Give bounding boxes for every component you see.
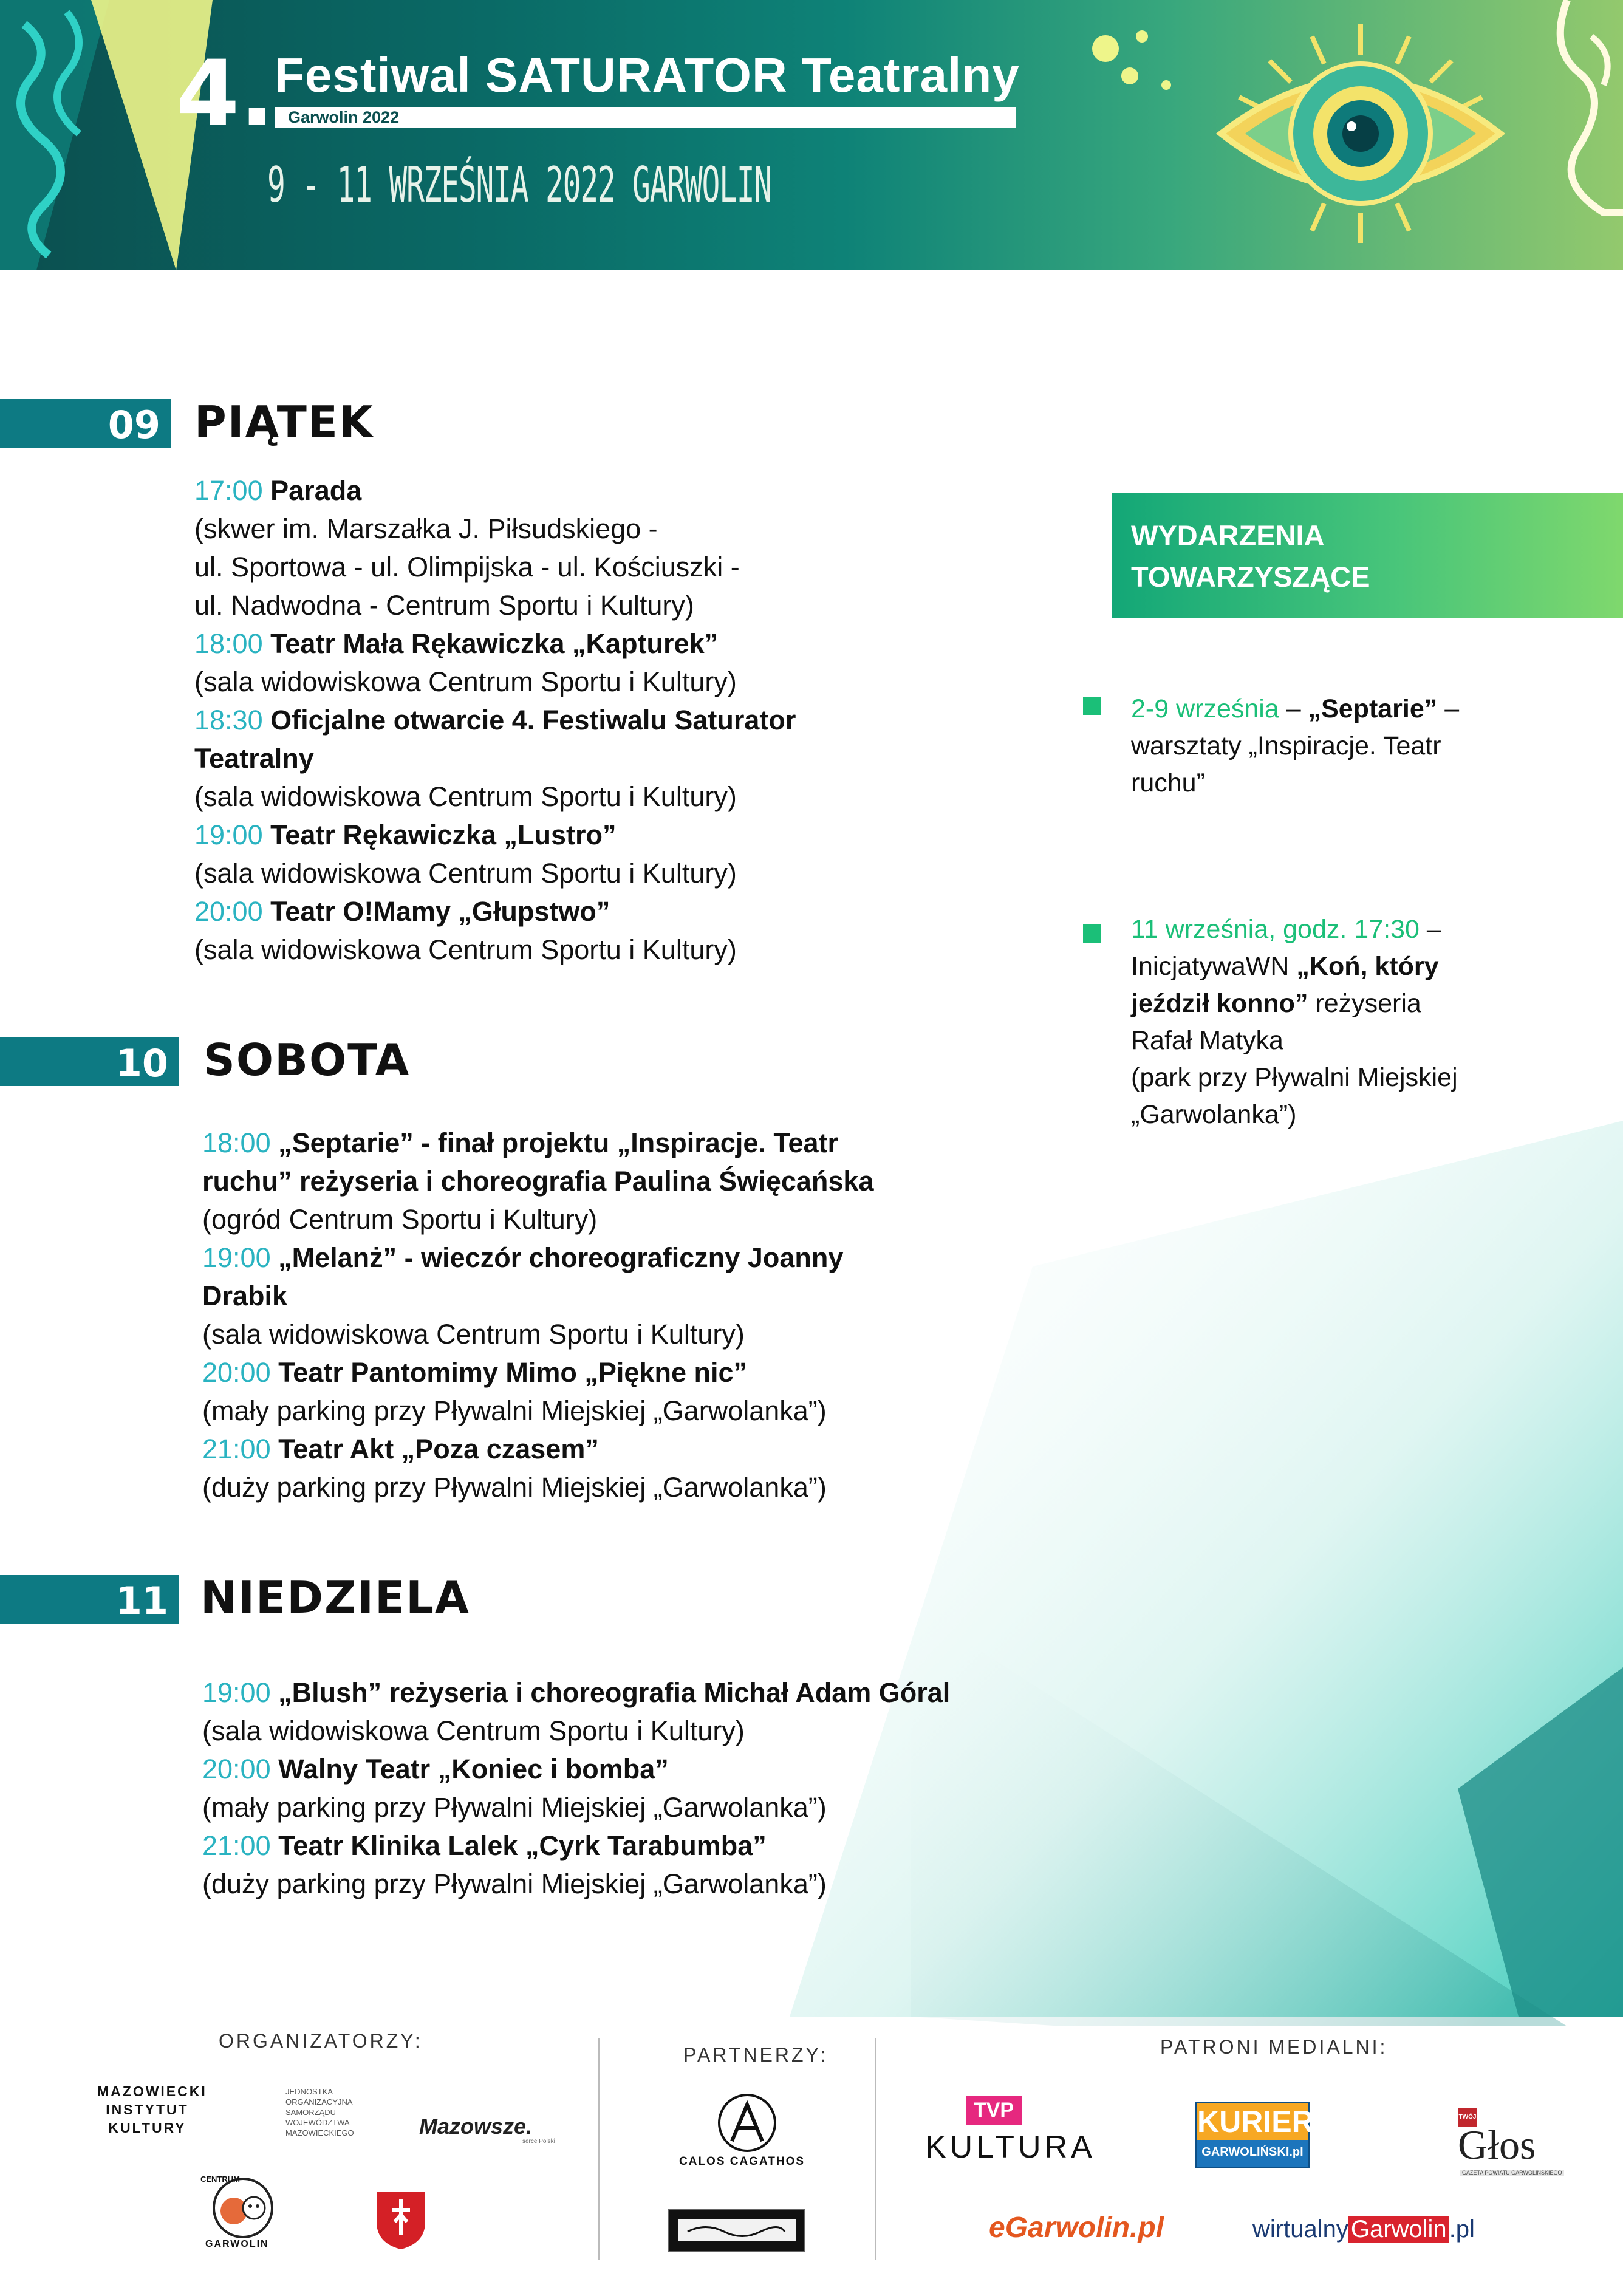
event-time: 20:00 [194, 896, 263, 927]
event-time: 19:00 [194, 819, 263, 850]
event-location: (mały parking przy Pływalni Miejskiej „Garwolanka”) [202, 1792, 827, 1823]
twoj-glos-badge: TWÓJ [1458, 2108, 1477, 2127]
event-location: (sala widowiskowa Centrum Sportu i Kultury) [194, 666, 737, 697]
tvp-logo: TVP [966, 2096, 1022, 2125]
teatr-logo [668, 2209, 805, 2252]
event-title: „Melanż” - wieczór choreograficzny Joanny [278, 1242, 844, 1273]
subtitle-bar [275, 107, 1016, 128]
schedule-entry [202, 1353, 873, 1392]
event-title: Teatr O!Mamy „Głupstwo” [270, 896, 610, 927]
event-title: Teatr Mała Rękawiczka „Kapturek” [270, 628, 719, 659]
side-events-heading [1112, 493, 1623, 618]
bubble-decoration [1081, 18, 1203, 109]
day-number: 09 [108, 403, 160, 447]
logo-text: JEDNOSTKA [285, 2087, 333, 2096]
schedule-entry [194, 701, 796, 739]
twoj-glos-logo: Głos [1458, 2122, 1536, 2168]
mazowsze-sub: serce Polski [522, 2138, 555, 2145]
day-bar-10 [0, 1037, 179, 1086]
schedule-entry [202, 1673, 950, 1712]
festival-subtitle: Garwolin 2022 [288, 108, 400, 126]
side-event-1 [1131, 691, 1483, 802]
side-event-title: „Koń, który [1296, 952, 1439, 981]
jednostka-logo [285, 2086, 354, 2138]
logo-text: MAZOWIECKI [97, 2083, 207, 2099]
centrum-logo-text: CENTRUM [200, 2175, 240, 2184]
logo-text: SAMORZĄDU [285, 2108, 337, 2117]
event-title-cont: Teatralny [194, 743, 314, 774]
wirtualny-garwolin-logo [1252, 2216, 1475, 2243]
side-event-date: 2-9 września [1131, 694, 1279, 723]
bullet-icon [1083, 697, 1101, 715]
twoj-glos-sub: GAZETA POWIATU GARWOLIŃSKIEGO [1460, 2170, 1564, 2176]
schedule-entry [194, 816, 796, 854]
schedule-entry [202, 1430, 873, 1468]
event-title: Oficjalne otwarcie 4. Festiwalu Saturator [270, 705, 796, 736]
side-event-dash: – [1279, 694, 1308, 723]
event-location: (mały parking przy Pływalni Miejskiej „Garwolanka”) [202, 1395, 827, 1426]
event-time: 17:00 [194, 475, 263, 506]
event-title: Walny Teatr „Koniec i bomba” [278, 1754, 669, 1785]
event-time: 19:00 [202, 1677, 271, 1708]
schedule-niedziela [202, 1673, 950, 1903]
schedule-entry [194, 892, 796, 931]
logo-text: wirtualny [1252, 2216, 1348, 2243]
logo-text: KULTURY [108, 2120, 186, 2136]
calos-cagathos-logo: CALOS CAGATHOS [679, 2155, 805, 2168]
logo-text: .pl [1449, 2216, 1475, 2243]
event-location: (sala widowiskowa Centrum Sportu i Kultury) [194, 934, 737, 965]
event-title-cont: Drabik [202, 1280, 288, 1311]
logo-text: MAZOWIECKIEGO [285, 2128, 354, 2137]
event-title-cont: ruchu” reżyseria i choreografia Paulina Święcańska [202, 1166, 874, 1197]
side-event-date: 11 września, godz. 17:30 [1131, 915, 1420, 944]
event-location: (sala widowiskowa Centrum Sportu i Kultury) [194, 781, 737, 812]
side-event-desc: (park przy Pływalni Miejskiej [1131, 1063, 1458, 1092]
event-time: 18:00 [194, 628, 263, 659]
event-time: 20:00 [202, 1754, 271, 1785]
tvp-kultura-logo: KULTURA [925, 2130, 1096, 2165]
festival-title: Festiwal SATURATOR Teatralny [275, 48, 1020, 102]
day-number: 10 [115, 1041, 168, 1085]
event-title: Parada [270, 475, 362, 506]
event-location: (sala widowiskowa Centrum Sportu i Kultury) [194, 858, 737, 889]
side-event-desc: warsztaty „Inspiracje. Teatr [1131, 731, 1441, 760]
side-event-title: „Septarie” [1308, 694, 1438, 723]
schedule-piatek [194, 471, 796, 969]
partners-label: PARTNERZY: [683, 2044, 828, 2066]
side-event-pre: InicjatywaWN [1131, 952, 1297, 981]
mazowsze-logo: Mazowsze. [419, 2114, 533, 2139]
event-time: 20:00 [202, 1357, 271, 1388]
event-time: 18:30 [194, 705, 263, 736]
side-event-dash: – [1437, 694, 1460, 723]
event-title: Teatr Klinika Lalek „Cyrk Tarabumba” [278, 1830, 767, 1861]
side-event-desc: „Garwolanka”) [1131, 1100, 1297, 1129]
day-name-sobota: SOBOTA [203, 1034, 411, 1085]
event-title: Teatr Rękawiczka „Lustro” [270, 819, 617, 850]
side-event-dash: – [1419, 915, 1441, 944]
schedule-entry [202, 1826, 950, 1865]
garwolin-logo-text: GARWOLIN [205, 2239, 269, 2249]
event-location: (sala widowiskowa Centrum Sportu i Kultury) [202, 1715, 745, 1746]
schedule-entry [194, 624, 796, 663]
organizers-label: ORGANIZATORZY: [219, 2030, 423, 2052]
day-number: 11 [115, 1579, 168, 1623]
event-title: Teatr Akt „Poza czasem” [278, 1433, 599, 1464]
event-time: 21:00 [202, 1433, 271, 1464]
side-heading-text [1131, 515, 1593, 598]
kurier-logo [1195, 2102, 1314, 2168]
day-name-niedziela: NIEDZIELA [200, 1572, 470, 1623]
garwolin-crest-icon [371, 2185, 431, 2252]
side-heading-line-1: WYDARZENIA [1131, 519, 1325, 552]
event-time: 21:00 [202, 1830, 271, 1861]
egarwolin-logo: eGarwolin.pl [989, 2212, 1164, 2244]
teatr-logo-icon [669, 2210, 804, 2251]
media-label: PATRONI MEDIALNI: [1160, 2036, 1388, 2058]
event-location: (ogród Centrum Sportu i Kultury) [202, 1204, 598, 1235]
footer-divider [598, 2038, 600, 2260]
festival-dates: 9 - 11 WRZEŚNIA 2022 GARWOLIN [267, 157, 772, 213]
event-title: „Septarie” - finał projektu „Inspiracje. Teatr [278, 1127, 839, 1158]
festival-header [0, 0, 1623, 270]
event-location: ul. Nadwodna - Centrum Sportu i Kultury) [194, 590, 694, 621]
event-location: (duży parking przy Pływalni Miejskiej „Garwolanka”) [202, 1868, 827, 1899]
eye-icon [1203, 12, 1519, 255]
logo-text: Garwolin [1348, 2216, 1449, 2243]
side-event-desc: Rafał Matyka [1131, 1026, 1283, 1055]
side-event-desc: ruchu” [1131, 768, 1205, 798]
side-heading-line-2: TOWARZYSZĄCE [1131, 561, 1370, 593]
day-bar-11 [0, 1575, 179, 1624]
calos-cagathos-icon [708, 2093, 787, 2153]
logo-text: INSTYTUT [106, 2102, 189, 2117]
event-time: 18:00 [202, 1127, 271, 1158]
event-location: (skwer im. Marszałka J. Piłsudskiego - [194, 513, 658, 544]
schedule-entry [194, 471, 796, 510]
side-event-desc: reżyseria [1308, 989, 1421, 1018]
kurier-title: KURIER [1197, 2105, 1314, 2139]
logo-text: WOJEWÓDZTWA [285, 2118, 350, 2127]
kurier-sub: GARWOLIŃSKI.pl [1201, 2145, 1304, 2159]
event-title: Teatr Pantomimy Mimo „Piękne nic” [278, 1357, 747, 1388]
event-location: ul. Sportowa - ul. Olimpijska - ul. Kościuszki - [194, 552, 740, 583]
side-event-2 [1131, 911, 1483, 1133]
side-event-title: jeździł konno” [1131, 989, 1308, 1018]
event-title: „Blush” reżyseria i choreografia Michał Adam Góral [278, 1677, 951, 1708]
footer-divider [875, 2038, 876, 2260]
centrum-logo-icon [200, 2175, 285, 2247]
day-bar-09 [0, 399, 171, 448]
schedule-sobota [202, 1124, 873, 1506]
schedule-entry [202, 1124, 873, 1162]
event-time: 19:00 [202, 1242, 271, 1273]
event-location: (sala widowiskowa Centrum Sportu i Kultury) [202, 1319, 745, 1350]
day-name-piatek: PIĄTEK [194, 397, 374, 448]
bullet-icon [1083, 924, 1101, 943]
schedule-entry [202, 1239, 873, 1277]
mik-logo [97, 2082, 207, 2137]
event-location: (duży parking przy Pływalni Miejskiej „Garwolanka”) [202, 1472, 827, 1503]
schedule-entry [202, 1750, 950, 1788]
logo-text: ORGANIZACYJNA [285, 2097, 353, 2106]
edition-number: 4. [176, 41, 275, 147]
